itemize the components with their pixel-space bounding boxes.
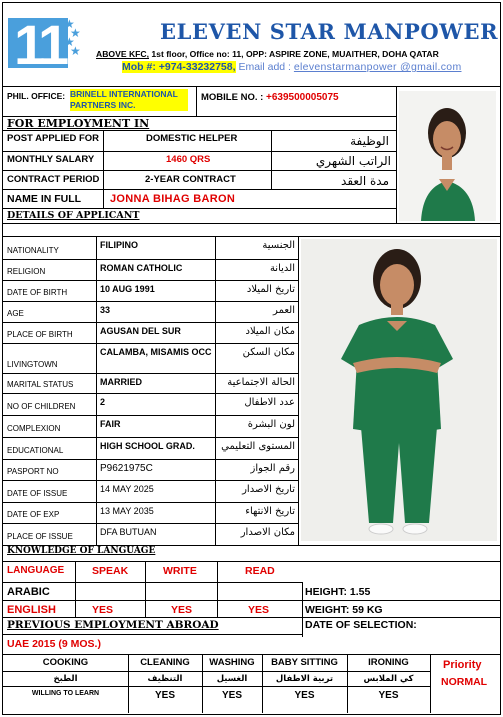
english-read: YES (248, 604, 270, 616)
star-icon: ★ (70, 44, 81, 58)
skill-arabic-cooking: الطبخ (53, 674, 78, 684)
skill-arabic-ironing: كي الملابس (363, 674, 414, 684)
detail-label-livingtown: LIVINGTOWN (7, 360, 58, 369)
post-label: POST APPLIED FOR (7, 133, 100, 144)
previous-employment-value: UAE 2015 (9 MOS.) (7, 638, 101, 650)
skill-header-cleaning: CLEANING (140, 657, 190, 668)
contract-value: 2-YEAR CONTRACT (145, 174, 236, 185)
detail-arabic-pasport-no: رقم الجواز (250, 463, 295, 474)
star-icon: ★ (64, 35, 75, 49)
detail-arabic-place-of-issue: مكان الاصدار (240, 527, 295, 538)
star-icon: ★ (64, 17, 75, 31)
date-of-selection-label: DATE OF SELECTION: (305, 619, 417, 631)
detail-value-date-of-issue: 14 MAY 2025 (100, 484, 154, 494)
portrait-illustration (399, 91, 496, 221)
detail-value-livingtown: CALAMBA, MISAMIS OCC (100, 347, 212, 357)
skill-arabic-baby-sitting: تربية الاطفال (275, 674, 334, 684)
priority-value: NORMAL (441, 676, 488, 688)
applicant-full-body-photo (301, 239, 497, 541)
name-label: NAME IN FULL (7, 193, 82, 205)
company-address (96, 49, 439, 59)
skill-header-cooking: COOKING (42, 657, 89, 668)
detail-label-age: AGE (7, 309, 24, 318)
address-prefix: ABOVE KFC, (96, 49, 149, 59)
priority-label: Priority (443, 659, 482, 671)
skill-header-washing: WASHING (209, 657, 255, 668)
language-heading: KNOWLEDGE OF LANGUAGE (7, 546, 156, 556)
detail-value-place-of-birth: AGUSAN DEL SUR (100, 326, 181, 336)
detail-arabic-date-of-exp: تاريخ الانتهاء (245, 506, 295, 517)
skill-header-ironing: IRONING (368, 657, 409, 668)
detail-label-place-of-birth: PLACE OF BIRTH (7, 330, 73, 339)
skill-value-ironing: YES (378, 690, 399, 701)
detail-arabic-age: العمر (273, 305, 295, 316)
detail-value-marital-status: MARRIED (100, 377, 142, 387)
detail-label-date-of-exp: DATE OF EXP (7, 510, 60, 519)
detail-arabic-date-of-issue: تاريخ الاصدار (242, 484, 295, 495)
detail-value-pasport-no: P9621975C (100, 463, 153, 474)
email-label: Email add : (235, 61, 294, 73)
mobile-label: MOBILE NO. : (201, 92, 264, 103)
salary-arabic: الراتب الشهري (315, 154, 391, 168)
detail-arabic-date-of-birth: تاريخ الميلاد (246, 284, 295, 295)
detail-value-religion: ROMAN CATHOLIC (100, 263, 183, 273)
detail-arabic-livingtown: مكان السكن (242, 347, 295, 358)
skill-arabic-cleaning: التنظيف (147, 674, 183, 684)
company-email[interactable]: elevenstarmanpower @gmail.com (293, 61, 462, 73)
language-col-header: LANGUAGE (7, 565, 65, 576)
salary-label: MONTHLY SALARY (7, 154, 95, 165)
detail-arabic-no-of-children: عدد الاطفال (244, 397, 295, 408)
skill-value-cooking: WILLING TO LEARN (31, 690, 100, 697)
detail-label-pasport-no: PASPORT NO (7, 467, 59, 476)
detail-value-place-of-issue: DFA BUTUAN (100, 527, 157, 537)
skill-header-baby-sitting: BABY SITTING (271, 657, 338, 668)
detail-value-date-of-exp: 13 MAY 2035 (100, 506, 154, 516)
logo-eleven-mark: 11 (14, 18, 66, 68)
company-name: ELEVEN STAR MANPOWER (160, 19, 499, 44)
mobile-value: +639500005075 (266, 92, 339, 103)
post-arabic: الوظيفة (350, 134, 389, 148)
full-body-illustration (301, 239, 497, 541)
star-icon: ★ (70, 26, 81, 40)
language-row-arabic: ARABIC (7, 586, 50, 598)
previous-employment-heading: PREVIOUS EMPLOYMENT ABROAD (7, 619, 219, 631)
detail-arabic-educational: المستوى التعليمي (221, 441, 295, 452)
detail-label-marital-status: MARITAL STATUS (7, 380, 74, 389)
detail-arabic-religion: الديانة (269, 263, 295, 274)
detail-value-date-of-birth: 10 AUG 1991 (100, 284, 155, 294)
detail-arabic-nationality: الجنسية (262, 240, 295, 251)
speak-col-header: SPEAK (92, 565, 129, 577)
salary-value: 1460 QRS (166, 154, 211, 165)
write-col-header: WRITE (163, 565, 197, 577)
detail-label-date-of-birth: DATE OF BIRTH (7, 288, 68, 297)
english-speak: YES (92, 604, 114, 616)
weight-value: WEIGHT: 59 KG (305, 604, 383, 616)
address-rest: 1st floor, Office no: 11, OPP: ASPIRE ZONE, MUAITHER, DOHA QATAR (149, 49, 439, 59)
detail-value-educational: HIGH SCHOOL GRAD. (100, 441, 195, 451)
phil-office-value: BRINELL INTERNATIONAL PARTNERS INC. (70, 89, 188, 111)
detail-value-age: 33 (100, 305, 111, 315)
post-value: DOMESTIC HELPER (146, 133, 238, 144)
applicant-portrait-photo (399, 91, 496, 221)
skill-value-cleaning: YES (154, 690, 175, 701)
applicant-full-name: JONNA BIHAG BARON (110, 193, 236, 205)
language-row-english: ENGLISH (7, 604, 56, 616)
details-heading: DETAILS OF APPLICANT (7, 210, 140, 221)
detail-label-nationality: NATIONALITY (7, 246, 59, 255)
detail-arabic-marital-status: الحالة الاجتماعية (227, 377, 295, 388)
detail-value-nationality: FILIPINO (100, 240, 138, 250)
detail-label-no-of-children: NO OF CHILDREN (7, 402, 76, 411)
detail-value-no-of-children: 2 (100, 397, 106, 407)
detail-label-place-of-issue: PLACE OF ISSUE (7, 532, 73, 541)
skill-arabic-washing: الغسيل (216, 674, 248, 684)
detail-arabic-place-of-birth: مكان الميلاد (245, 326, 295, 337)
contract-label: CONTRACT PERIOD (7, 174, 100, 185)
read-col-header: READ (245, 565, 275, 577)
detail-value-complexion: FAIR (100, 419, 121, 429)
height-value: HEIGHT: 1.55 (305, 586, 371, 598)
detail-label-religion: RELIGION (7, 267, 46, 276)
company-mobile: Mob #: +974-33232758, (122, 61, 236, 73)
detail-arabic-complexion: لون البشرة (247, 419, 295, 430)
contract-arabic: مدة العقد (341, 174, 389, 188)
detail-label-complexion: COMPLEXION (7, 424, 61, 433)
company-contact (122, 61, 462, 73)
skill-value-baby-sitting: YES (294, 690, 315, 701)
detail-label-educational: EDUCATIONAL (7, 446, 64, 455)
phil-office-label: PHIL. OFFICE: (7, 91, 66, 101)
company-logo (8, 18, 68, 68)
employment-heading: FOR EMPLOYMENT IN (7, 117, 150, 130)
english-write: YES (171, 604, 193, 616)
detail-label-date-of-issue: DATE OF ISSUE (7, 489, 68, 498)
skill-value-washing: YES (221, 690, 242, 701)
